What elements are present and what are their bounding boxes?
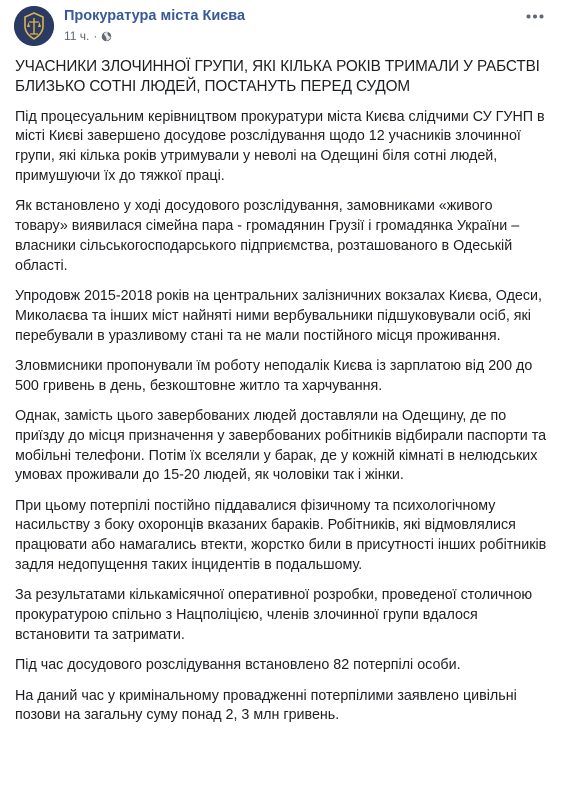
emblem-icon (14, 6, 54, 46)
meta-separator: · (93, 29, 98, 43)
post-paragraph: Однак, замість цього завербованих людей доставляли на Одещину, де по приїзду до місця призначення у завербованих робітників відбирали паспорти та мобільні телефони. Потім їх вселяли у барак, де у кожній кімнаті в нелюдських умовах проживали до 15-20 людей, як чоловіки так і жінки. (15, 407, 547, 484)
post-paragraph: На даний час у кримінальному провадженні потерпілими заявлено цивільні позови на загальну суму понад 2, 3 млн гривень. (15, 687, 517, 724)
post-paragraph: При цьому потерпілі постійно піддавалися фізичному та психологічному насильству з боку охоронців вказаних бараків. Робітників, які відмовлялися працювати або намагались втекти, жорстко били в присутності інших робітників задля недопущення таких інцидентів в подальшому. (15, 497, 547, 574)
post-paragraph: Під процесуальним керівництвом прокуратури міста Києва слідчими СУ ГУНП в місті Києві завершено досудове розслідування щодо 12 учасників злочинної групи, які кілька років утримували у неволі на Одещині біля сотні людей, примушуючи їх до тяжкої праці. (15, 108, 545, 184)
post-paragraph: Під час досудового розслідування встановлено 82 потерпілі особи. (15, 657, 461, 674)
post-paragraph: Упродовж 2015-2018 років на центральних залізничних вокзалах Києва, Одеси, Миколаєва та інших міст найняті ними вербувальники підшуковували осіб, які перебували в уразливому стані та не мали постійного місця проживання. (15, 287, 542, 344)
post-paragraph: Зловмисники пропонували їм роботу неподалік Києва із зарплатою від 200 до 500 гривень в день, безкоштовне житло та харчування. (15, 357, 533, 394)
post-content (15, 57, 547, 737)
post-timestamp[interactable]: 11 ч. (64, 29, 90, 43)
page-name-link[interactable]: Прокуратура міста Києва (64, 8, 246, 24)
post-title: УЧАСНИКИ ЗЛОЧИННОЇ ГРУПИ, ЯКІ КІЛЬКА РОКІВ ТРИМАЛИ У РАБСТВІ БЛИЗЬКО СОТНІ ЛЮДЕЙ, ПОСТАНУТЬ ПЕРЕД СУДОМ (15, 58, 540, 95)
globe-icon[interactable] (101, 31, 112, 42)
post-meta (64, 29, 112, 43)
page-avatar[interactable] (14, 6, 54, 46)
post-header (14, 6, 547, 48)
more-horizontal-icon[interactable] (523, 9, 547, 23)
post-paragraph: За результатами кількамісячної оперативної розробки, проведеної столичною прокуратурою спільно з Нацполіцією, членів злочинної групи вдалося встановити та затримати. (15, 587, 533, 643)
post-paragraph: Як встановлено у ході досудового розслідування, замовниками «живого товару» виявилася сімейна пара - громадянин Грузії і громадянка України – власники сільськогосподарського підприємства, розташованого в Одеській області. (15, 198, 520, 274)
